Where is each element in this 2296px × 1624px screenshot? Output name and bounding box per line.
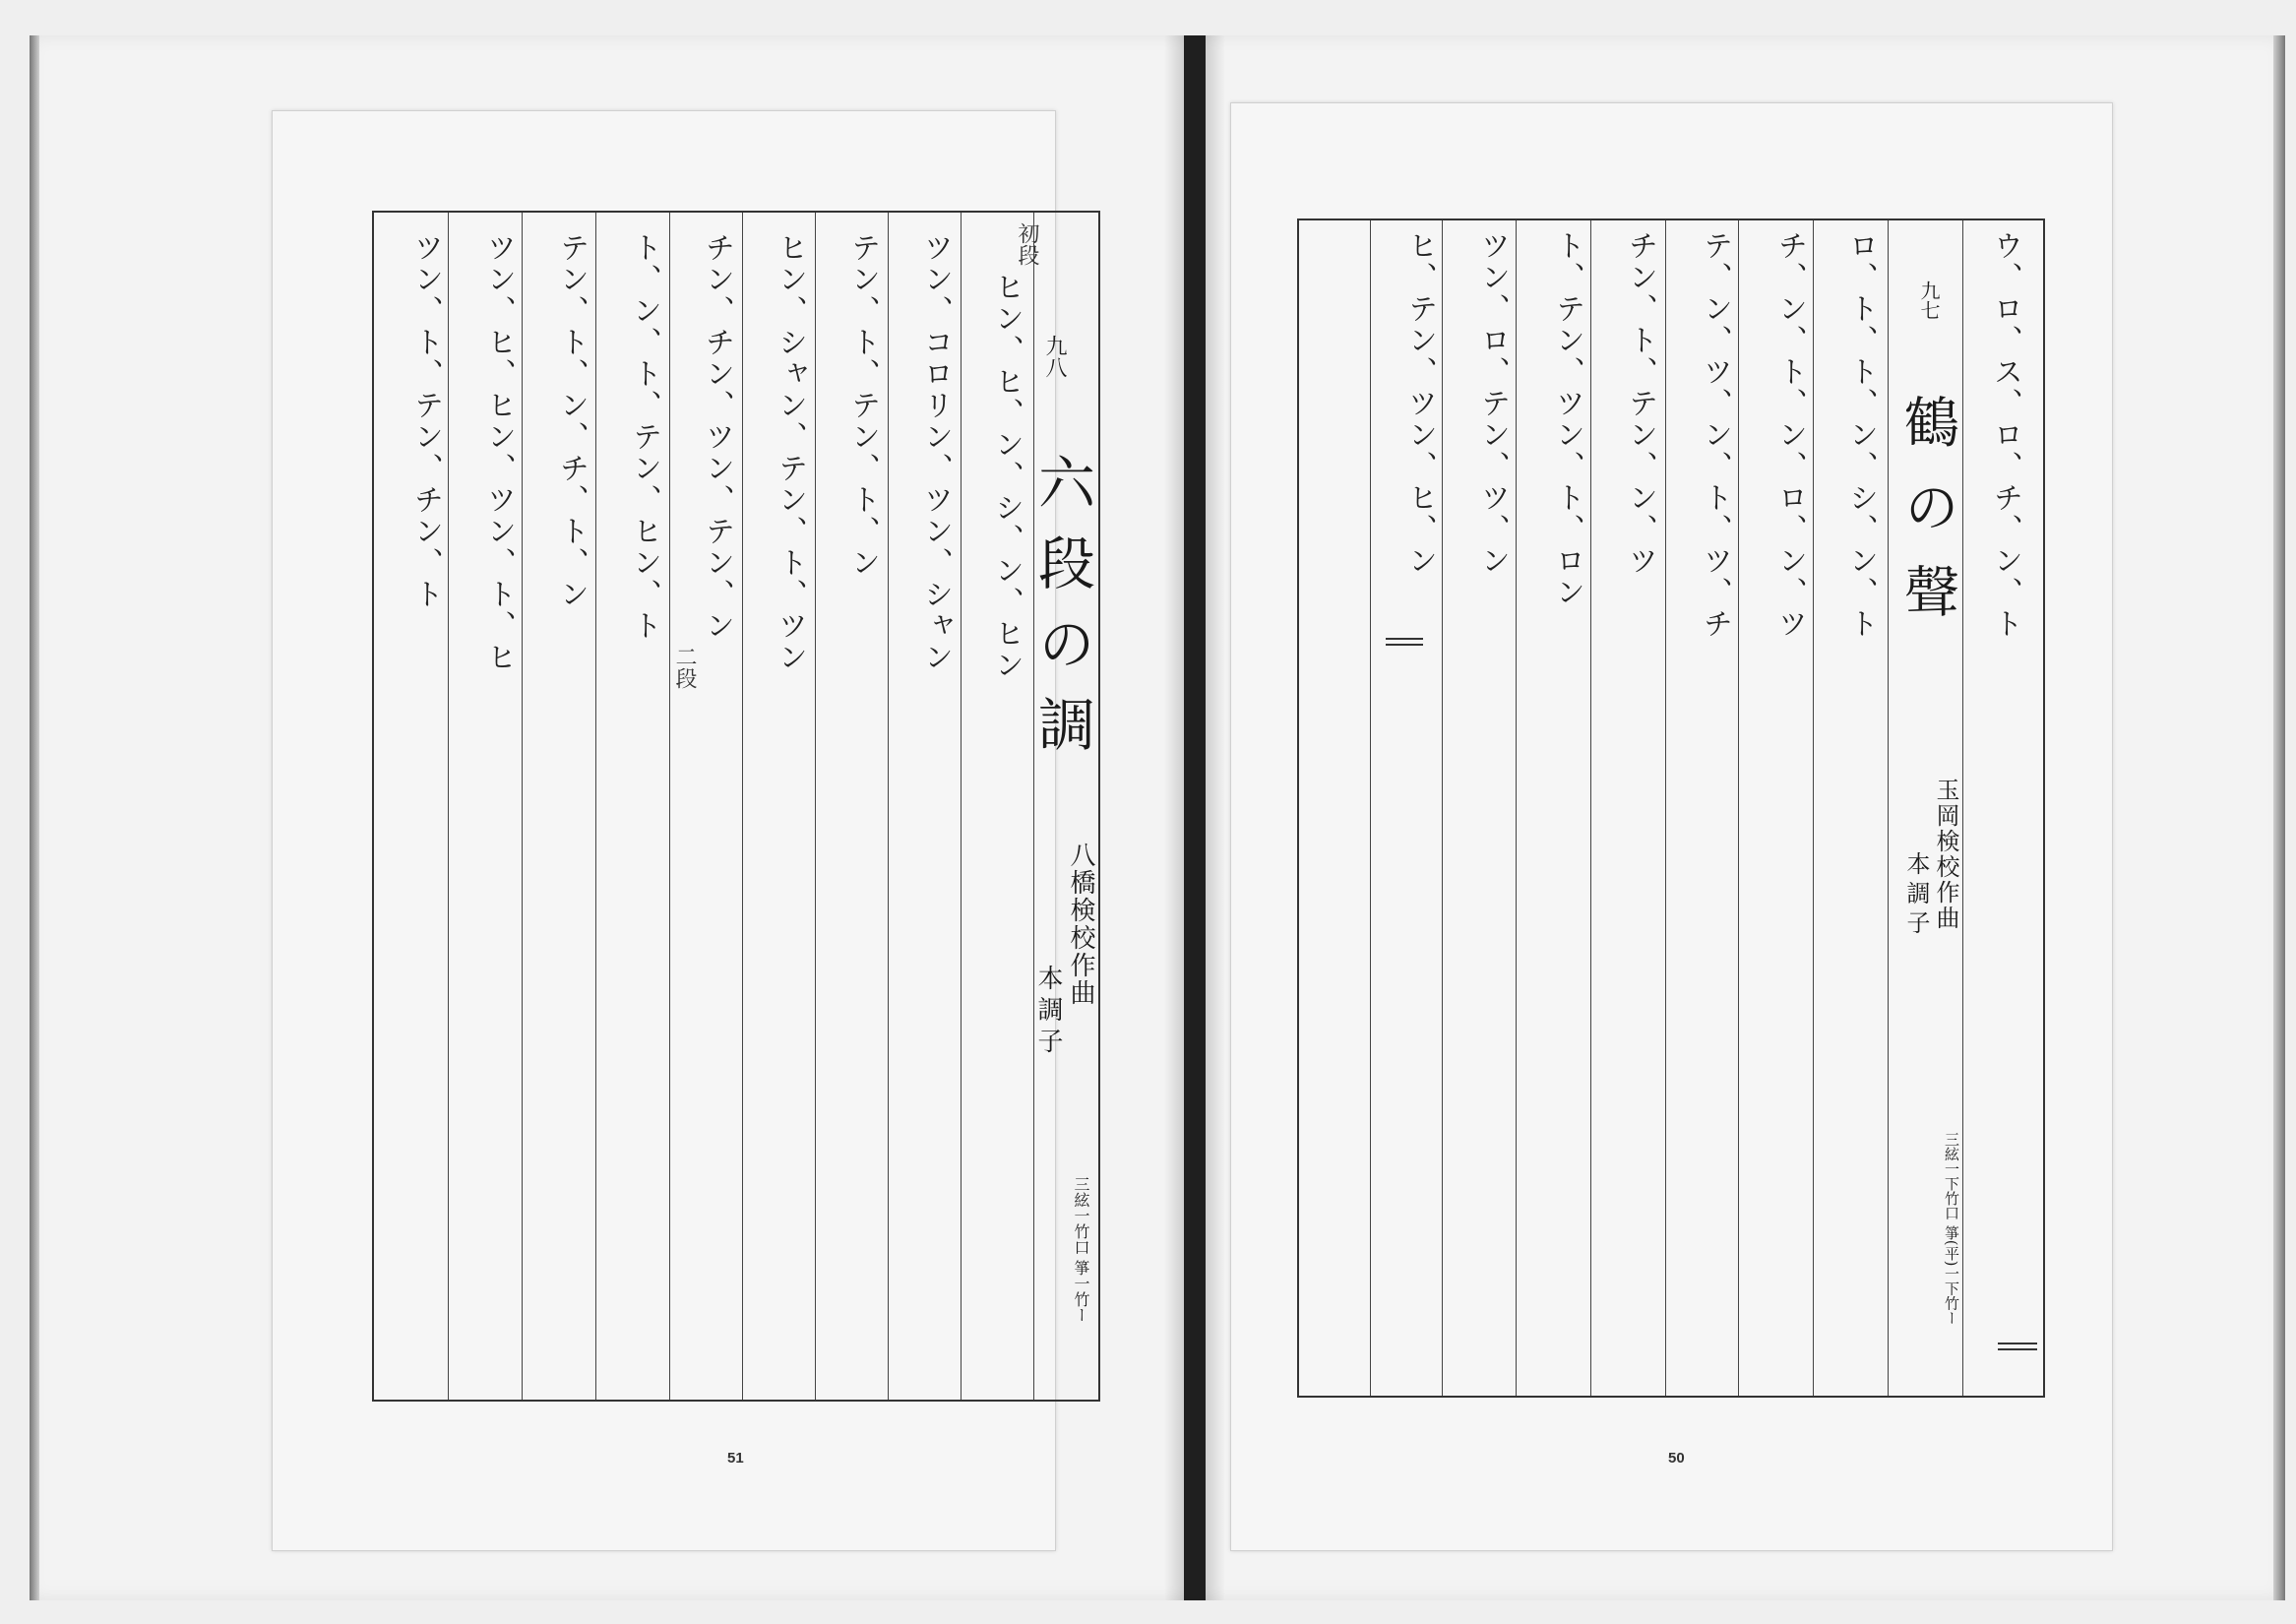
notation-line: テン、ト、ン、チ、ト、ン (554, 232, 589, 610)
end-mark (1998, 1343, 2037, 1350)
page-number-right: 50 (1668, 1450, 1685, 1467)
book-edge-right (2273, 35, 2285, 1600)
notation-line: テ、ン、ツ、ン、ト、ツ、チ (1698, 230, 1732, 640)
notation-line: ツン、ヒ、ヒン、ツン、ト、ヒ (481, 232, 516, 673)
notation-line: ト、テン、ツン、ト、ロン (1550, 230, 1584, 608)
notation-line: ト、ン、ト、テン、ヒン、ト (627, 232, 661, 642)
tuning: 本調子 (1033, 965, 1063, 1059)
notation-line: ヒ、テン、ツン、ヒ、ン (1402, 230, 1437, 577)
notation-line: チ、ン、ト、ン、ロ、ン、ツ (1772, 230, 1807, 640)
composer: 八橋検校作曲 (1066, 842, 1095, 1007)
notation-line: チン、チン、ツン、テン、ン (700, 232, 734, 642)
composer: 玉岡検校作曲 (1932, 778, 1959, 931)
spine-shadow-left (1164, 35, 1184, 1600)
notation-line: ツン、ト、テン、チン、ト (408, 232, 443, 610)
book-spine (1184, 35, 1206, 1600)
notation-line: ツン、コロリン、ツン、シャン (918, 232, 953, 673)
tuning: 本調子 (1902, 851, 1930, 940)
page-number-left: 51 (727, 1450, 744, 1467)
instrumentation: 三絃一下竹口 箏(平)一下竹ー (1943, 1132, 1960, 1326)
notation-line: チン、ト、テン、ン、ツ (1623, 230, 1657, 577)
left-score-frame (372, 211, 1100, 1402)
notation-line: ヒン、シャン、テン、ト、ツン (773, 232, 807, 673)
notation-line: ヒン、ヒ、ン、シ、ン、ヒン (989, 272, 1024, 681)
instrumentation: 三絃一竹口 箏一竹ー (1072, 1176, 1090, 1324)
section-label: 初段 (1015, 222, 1039, 266)
notation-line: ツン、ロ、テン、ツ、ン (1475, 230, 1510, 577)
section-label-2: 二段 (672, 646, 697, 689)
piece-number: 九八 (1042, 335, 1067, 378)
piece-title: 六段の調 (1028, 453, 1095, 776)
notation-line: ロ、ト、ト、ン、シ、ン、ト (1843, 230, 1878, 640)
notation-line: ウ、ロ、ス、ロ、チ、ン、ト (1988, 230, 2022, 640)
spine-shadow-right (1206, 35, 1225, 1600)
piece-number: 九七 (1917, 281, 1941, 320)
notation-line: テン、ト、テン、ト、ン (845, 232, 880, 579)
book-edge-left (30, 35, 39, 1600)
end-mark (1386, 638, 1423, 646)
piece-title: 鶴の聲 (1895, 394, 1959, 648)
